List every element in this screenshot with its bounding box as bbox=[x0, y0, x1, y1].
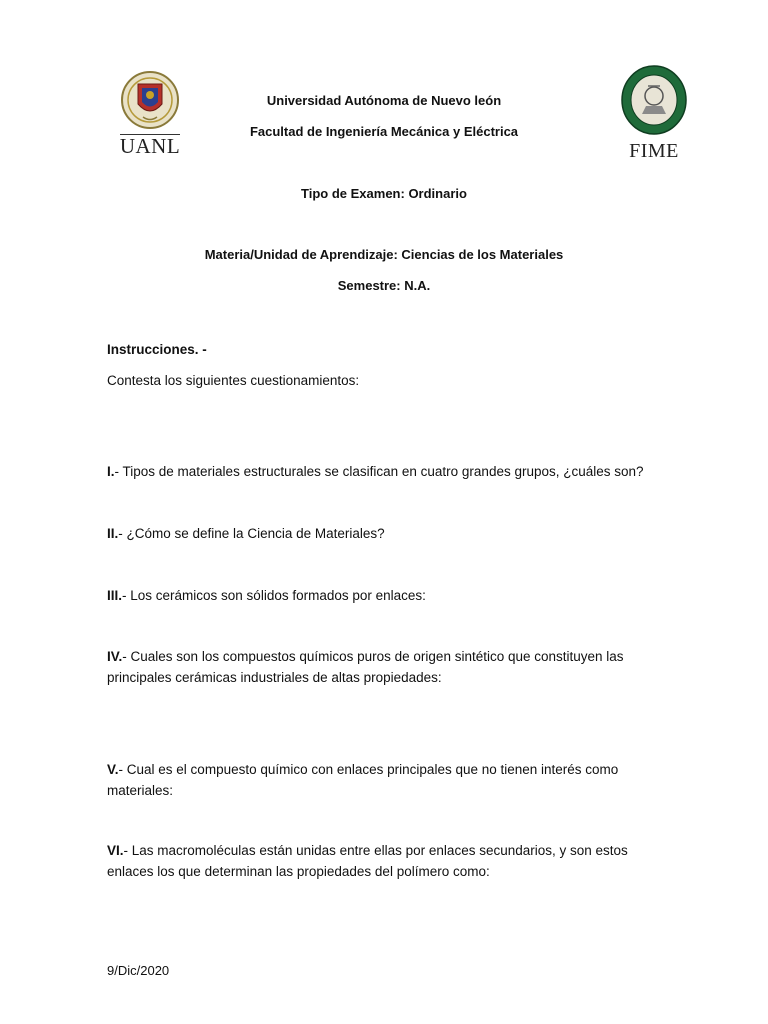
question-item bbox=[107, 585, 667, 606]
question-text: - Los cerámicos son sólidos formados por enlaces: bbox=[122, 588, 426, 603]
question-number: III. bbox=[107, 588, 123, 603]
question-number: I. bbox=[107, 464, 115, 479]
university-name: Universidad Autónoma de Nuevo león bbox=[266, 93, 502, 108]
question-text: - Las macromoléculas están unidas entre ellas por enlaces secundarios, y son estos enlaces los que determinan las propiedades del polímero como: bbox=[107, 843, 628, 879]
question-text: - ¿Cómo se define la Ciencia de Materiales? bbox=[118, 526, 385, 541]
question-number: IV. bbox=[107, 649, 123, 664]
question-item bbox=[107, 840, 667, 882]
uanl-logo-text: UANL bbox=[119, 134, 181, 158]
question-item bbox=[107, 759, 667, 801]
semester: Semestre: N.A. bbox=[337, 278, 431, 293]
question-item bbox=[107, 523, 667, 544]
question-item bbox=[107, 646, 667, 688]
question-number: V. bbox=[107, 762, 119, 777]
question-item bbox=[107, 461, 687, 482]
question-text: - Cuales son los compuestos químicos puros de origen sintético que constituyen las principales cerámicas industriales de altas propiedades: bbox=[107, 649, 624, 685]
question-text: - Cual es el compuesto químico con enlaces principales que no tienen interés como materiales: bbox=[107, 762, 619, 798]
fime-logo bbox=[614, 64, 694, 168]
uanl-logo bbox=[112, 70, 188, 162]
question-text: - Tipos de materiales estructurales se clasifican en cuatro grandes grupos, ¿cuáles son? bbox=[114, 464, 644, 479]
question-number: VI. bbox=[107, 843, 124, 858]
faculty-name: Facultad de Ingeniería Mecánica y Eléctrica bbox=[249, 124, 519, 139]
document-date: 9/Dic/2020 bbox=[107, 963, 170, 978]
subject: Materia/Unidad de Aprendizaje: Ciencias de los Materiales bbox=[204, 247, 564, 262]
fime-logo-text: FIME bbox=[629, 140, 679, 162]
instructions-heading: Instrucciones. - bbox=[107, 342, 207, 357]
exam-type: Tipo de Examen: Ordinario bbox=[301, 186, 467, 201]
question-number: II. bbox=[107, 526, 119, 541]
instructions-text: Contesta los siguientes cuestionamientos: bbox=[107, 373, 360, 388]
